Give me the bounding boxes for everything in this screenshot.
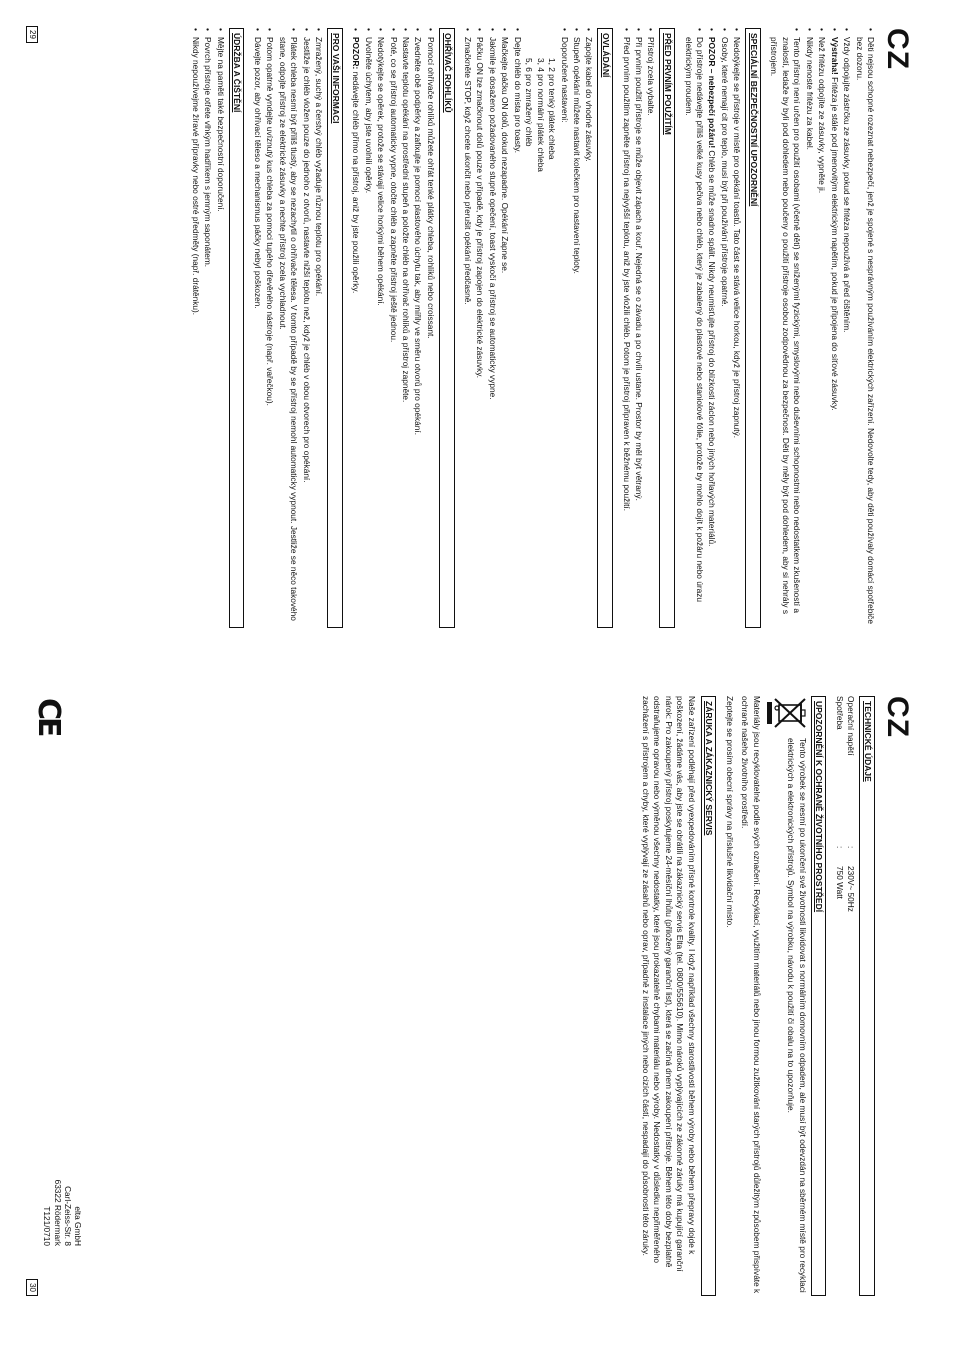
page-number: 29 (26, 26, 38, 43)
list-item: • Stupeň opékání můžete nastavit kolečkem pro nastavení teploty. (571, 28, 582, 628)
tech-value: 230V~ 50Hz (846, 866, 857, 912)
list-item: 5, 6 pro zmražený chléb (524, 58, 535, 147)
list-item: • Před prvním použitím zapněte přístroj na nejvyšší teplotu, aniž by jste vložili chléb. Potom je přístroj připraven k běžnému použití. (620, 28, 631, 628)
list-item: 3, 4 pro normální plátek chleba (535, 58, 546, 172)
warranty-text: Naše zařízení podléhají před vyexpedováním přísné kontrole kvality. I když například všechny starostlivosti během výroby nebo během přepravy dojde k poškození, žádáme vás, aby jste se obrátili na zákaznický servis Elta (tel. 0800/555610). Mimo nároků vyplývajících ze zákonné záruky má kupující garanční nárok: Pro zakoupený přístroj poskytujeme 24-měsíční lhůtu (přiložený garanční list), která se začíná dnem zakoupení přístroje. Během této doby bezplatně odstraňujeme opravou nebo výměnou všechny nedostatky, které jsou prokazatelně chybami materiálu nebo výroby. Nedostatky v důsledku nepřiměřeného zacházení s přístrojem a chyby, které vyplývají ze zásahů nebo oprav, případně z instalace jiných nebo cizích částí, nespadají do působnosti této záruky. (640, 696, 697, 1272)
page-30 (20, 686, 920, 1306)
tech-key: Spotřeba (834, 696, 845, 730)
list-item: • Zapojte kabel do vhodné zásuvky. (583, 28, 594, 628)
language-code: CZ (881, 28, 914, 70)
page-29 (20, 18, 920, 638)
section-heading: OVLÁDÁNÍ (597, 28, 613, 628)
list-item: • Při prvním použití přístroje se může objevit zápach a kouř. Nejedná se o závadu a po chvíli ustane. Prostor by měl být větraný. (633, 28, 644, 628)
tech-key: Operační napětí (846, 696, 857, 756)
operation-list (558, 28, 594, 628)
warning-text: Fritéza je stále pod jmenovitým elektrickým napětím, pokud je připojena do síťové zásuvky. (829, 77, 840, 411)
list-item (828, 28, 839, 628)
tech-row (833, 696, 844, 1296)
language-code: CZ (881, 696, 914, 738)
caution-label: POZOR: (351, 37, 362, 70)
list-item: • Pomocí ohřívače rohlíků můžete ohřát tenké plátky chleba, rohlíků nebo croissant. (424, 28, 435, 628)
list-item: • Zvedněte obě podpěrky a zafixujte je pomocí plastového úchytu tak, aby mířily ve směru otvorů pro opékání. (412, 28, 423, 628)
ce-mark-icon: CE (31, 698, 67, 735)
env-text: Tento výrobek se nesmí po ukončení své životnosti likvidovat s normálním domovním odpadem, ale musí být odevzdán na sběrném místě pro recyklaci elektrických a elektronických přístrojů. Symbol na výrobku, návodu k použití či obalu na to upozorňuje. (786, 738, 808, 1293)
list-item: • Nedotýkejte se opěrek, protože se stávají velice horkými během opékání. (375, 28, 386, 628)
intro-list (768, 28, 876, 628)
list-item: • Tento přístroj není určen pro použití osobami (včetně dětí) se sníženými fyzickými, smyslovými nebo duševními schopnostmi nebo nedostatkem zkušeností a znalostí, ledaže by byli pod dohledem nebo poučeny o použití přístroje osobou zodpovědnou za bezpečnost. Děti by měly být pod dohledem, aby si nehrály s přístrojem. (768, 28, 802, 628)
crossed-bin-icon (766, 696, 808, 730)
list-item: • Osoby, které nemají cit pro teplo, musí být při používání přístroje opatrné. (718, 28, 729, 628)
section-heading: UPOZORNĚNÍ K OCHRANĚ ŽIVOTNÍHO PROSTŘEDÍ (811, 696, 827, 1296)
settings-list (523, 28, 557, 628)
address-line: T121/0710 (42, 1206, 53, 1246)
list-item: • Plátek chleba nesmí být příliš tlustý, aby se nezachytil o ohřívače tělesa. V tomto případě by se přístroj nemohl automaticky vypnout. Jestliže se něco takového stane, odpojte přístroj ze elektrické zásuvky a nechte přístroj zcela vychladnout. (276, 28, 299, 628)
list-item: • Jakmile je dosaženo požadovaného stupně opečení, toast vyskočí a přístroj se automaticky vypne. (486, 28, 497, 628)
section-heading: PRO VAŠI INFORMACI (327, 28, 343, 628)
tech-row (845, 696, 856, 1296)
tech-value: 750 Watt (834, 866, 845, 899)
list-item: • Vždy odpojujte zástrčku ze zásuvky, pokud se fritéza nepoužívá a před čištěním. (841, 28, 852, 628)
section-heading: PŘED PRVNÍM POUŽITÍM (659, 28, 675, 628)
list-item: • Mačkejte páčku ON dolů, dokud nezapadne. Opékání Zapne se. (499, 28, 510, 628)
list-item: • Povrch přístroje otřete vlhkým hadříkem s jemným saponátem. (202, 28, 213, 628)
recycle-notice (766, 696, 808, 1296)
list-item: • Páčku ON lze zmačknout dolů pouze v případě, kdy je přístroj zapojen do elektrické zásuvky. (474, 28, 485, 628)
info-list (251, 28, 324, 628)
list-item: • Než fritézu odpojíte ze zásuvky, vypněte ji. (816, 28, 827, 628)
list-item: • Poté, co se přístroj automaticky vypne, otočte chléb a zapněte přístroj ještě jednou. (387, 28, 398, 628)
list-item: • Uvolněte úchytem, aby jste uvolnili opěrky. (362, 28, 373, 628)
section-heading: OHŘÍVAČ ROHLÍKŮ (439, 28, 455, 628)
operation-list-2 (462, 28, 523, 628)
list-item: • Nastavte teplotu opékání na prostřední stupeň a položte chléb na ohřívač rohlíků a přístroj zapněte. (400, 28, 411, 628)
page-number: 30 (26, 1279, 38, 1296)
section-heading: ZÁRUKA A ZÁKAZNICKÝ SERVIS (701, 696, 717, 1296)
address-line: 63322 Rödermark (52, 1179, 63, 1246)
address-line: Carl-Zeiss-Str. 8 (63, 1186, 74, 1246)
list-item: • Mějte na paměti také bezpečnostní doporučení. (214, 28, 225, 628)
list-item: • Nikdy nenoste fritézu za kabel. (803, 28, 814, 628)
tech-colon: : (846, 846, 857, 849)
list-item: • Doporučené nastavení: (558, 28, 569, 628)
list-item: • Nedotýkejte se přístroje v místě pro opékání toastů. Tato část se stává velice horkou, když je přístroj zapnutý. (731, 28, 742, 628)
address-line: elta GmbH (73, 1206, 84, 1246)
list-item: • Dejte chléb do místa pro toasty. (511, 28, 522, 628)
list-item: • Přístroj zcela vybalte. (645, 28, 656, 628)
list-item: • Potom opatrně vyndejte uvíznutý kus chleba za pomoci tupého dřevěného nástroje (např. vařečkou). (264, 28, 275, 628)
list-item (350, 28, 361, 628)
env-paragraph: Zeptejte se prosím obecní správy na příslušné likvidační místo. (724, 696, 735, 928)
cleaning-list (189, 28, 225, 628)
list-item: • Dávejte pozor, aby ohřívací těleso a mechanismus páčky nebyl poškozen. (251, 28, 262, 628)
manufacturer-address (42, 1180, 83, 1246)
list-item: 1, 2 pro tenký plátek chleba (547, 58, 558, 160)
danger-label: POZOR – nebezpečí požáru! (707, 37, 718, 149)
tech-colon: : (834, 846, 845, 849)
safety-list (682, 28, 742, 628)
caution-text: nedávejte chléb přímo na přístroj, aniž by jste použili opěrky. (351, 71, 362, 294)
list-item: • Nikdy nepoužívejme žíravé přípravky nebo ostré předměty (např. drátěnku). (189, 28, 200, 628)
list-item: • Do přístroje nedávejte příliš velké kusy pečiva nebo chléb, který je zabalený do plastové nebo staniolové fólie, protože by mohlo dojít k požáru nebo úrazu elektrickým proudem. (682, 28, 705, 628)
section-heading: ÚDRŽBA A ČIŠTĚNÍ (229, 28, 245, 628)
list-item: • Zmačkněte STOP, když chcete ukončit nebo přerušit opékání předčasně. (462, 28, 473, 628)
list-item: • Zmražený, suchý a čerstvý chléb vyžaduje různou teplotu pro opékání. (313, 28, 324, 628)
warning-label: Výstraha! (829, 37, 840, 75)
list-item: • Děti nejsou schopné rozeznat nebezpečí, jenž je spojené s nesprávným používáním elektrických zařízení. Nedovolte tedy, aby děti používaly domácí spotřebiče bez dozoru. (853, 28, 876, 628)
danger-text: Chléb se může snadno spálit. Nikdy neumisťujte přístroj do blízkosti záclon nebo jiných hořlavých materiálů. (707, 150, 718, 547)
section-heading: SPECIÁLNÍ BEZPEČNOSTNÍ UPOZORNĚNÍ (745, 28, 761, 628)
list-item (706, 28, 717, 628)
first-use-list (620, 28, 656, 628)
warmer-list (350, 28, 436, 628)
section-heading: TECHNICKÉ ÚDAJE (859, 696, 875, 1296)
env-paragraph: Materiály jsou recyklovatelné podle svých označení. Recyklací, využitím materiálů nebo jinou formou zužitkování starých přístrojů důležitým způsobem přispíváte k ochraně našeho životního prostředí. (740, 696, 762, 1294)
list-item: • Jestliže je chléb vložen pouze do jednoho z otvorů, nastavte nižší teplotu než, když je chléb v obou otvorech pro opékání. (300, 28, 311, 628)
